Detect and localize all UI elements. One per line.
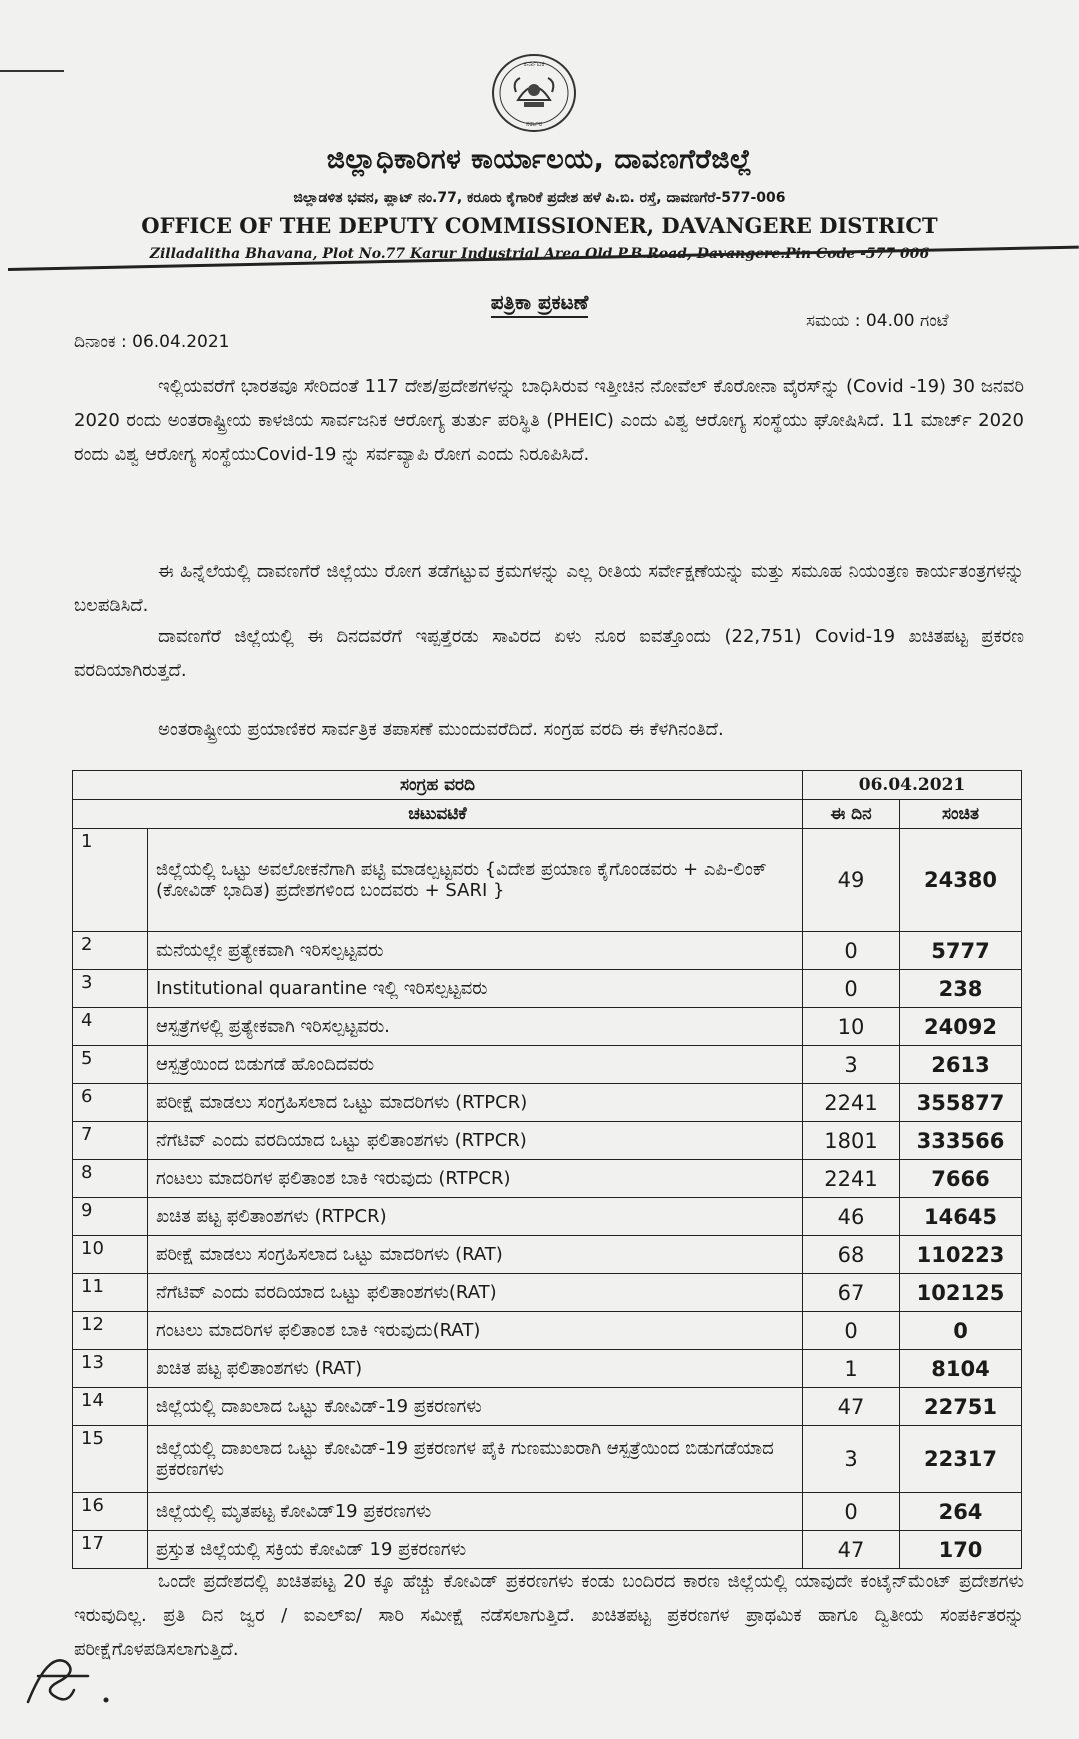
table-row [73,1198,1022,1236]
row-description: ಪರೀಕ್ಷೆ ಮಾಡಲು ಸಂಗ್ರಹಿಸಲಾದ ಒಟ್ಟು ಮಾದರಿಗಳು (RAT) [148,1236,803,1274]
row-cumulative: 102125 [900,1274,1022,1312]
table-date: 06.04.2021 [803,771,1022,800]
row-today: 0 [803,932,900,970]
table-row [73,1236,1022,1274]
row-number: 13 [73,1350,148,1388]
time-line: ಸಮಯ : 04.00 ಗಂಟೆ [806,311,949,331]
row-cumulative: 170 [900,1531,1022,1569]
svg-text:ಕರ್ನಾಟಕ: ಕರ್ನಾಟಕ [523,60,545,68]
paragraph-intro: ಇಲ್ಲಿಯವರೆಗೆ ಭಾರತವೂ ಸೇರಿದಂತೆ 117 ದೇಶ/ಪ್ರದೇಶಗಳನ್ನು ಬಾಧಿಸಿರುವ ಇತ್ತೀಚಿನ ನೋವೆಲ್ ಕೊರೋನಾ ವೈರಸ್‌ನ್ನು (Covid -19) 30 ಜನವರಿ 2020 ರಂದು ಅಂತರಾಷ್ಟ್ರೀಯ ಕಾಳಜಿಯ ಸಾರ್ವಜನಿಕ ಆರೋಗ್ಯ ತುರ್ತು ಪರಿಸ್ಥಿತಿ (PHEIC) ಎಂದು ವಿಶ್ವ ಆರೋಗ್ಯ ಸಂಸ್ಥೆಯು ಘೋಷಿಸಿದೆ. 11 ಮಾರ್ಚ್ 2020 ರಂದು ವಿಶ್ವ ಆರೋಗ್ಯ ಸಂಸ್ಥೆಯುCovid-19 ನ್ನು ಸರ್ವವ್ಯಾಪಿ ರೋಗ ಎಂದು ನಿರೂಪಿಸಿದೆ. [74,376,1024,465]
press-release-title: ಪತ್ರಿಕಾ ಪ್ರಕಟಣೆ [0,290,1079,314]
paragraph-cases: ದಾವಣಗೆರೆ ಜಿಲ್ಲೆಯಲ್ಲಿ ಈ ದಿನದವರೆಗೆ ಇಪ್ಪತ್ತೆರಡು ಸಾವಿರದ ಏಳು ನೂರ ಐವತ್ತೊಂದು (22,751) Covid-19 ಖಚಿತಪಟ್ಟ ಪ್ರಕರಣ ವರದಿಯಾಗಿರುತ್ತದೆ. [74,626,1024,681]
row-description: ಜಿಲ್ಲೆಯಲ್ಲಿ ದಾಖಲಾದ ಒಟ್ಟು ಕೋವಿಡ್-19 ಪ್ರಕರಣಗಳ ಪೈಕಿ ಗುಣಮುಖರಾಗಿ ಆಸ್ಪತ್ರೆಯಿಂದ ಬಿಡುಗಡೆಯಾದ ಪ್ರಕರಣಗಳು [148,1426,803,1493]
row-description: ಆಸ್ಪತ್ರೆಗಳಲ್ಲಿ ಪ್ರತ್ಯೇಕವಾಗಿ ಇರಿಸಲ್ಪಟ್ಟವರು. [148,1008,803,1046]
row-description: ಜಿಲ್ಲೆಯಲ್ಲಿ ಮೃತಪಟ್ಟ ಕೋವಿಡ್19 ಪ್ರಕರಣಗಳು [148,1493,803,1531]
row-cumulative: 24380 [900,829,1022,932]
row-cumulative: 7666 [900,1160,1022,1198]
paragraph-screening: ಅಂತರಾಷ್ಟ್ರೀಯ ಪ್ರಯಾಣಿಕರ ಸಾರ್ವತ್ರಿಕ ತಪಾಸಣೆ ಮುಂದುವರೆದಿದೆ. ಸಂಗ್ರಹ ವರದಿ ಈ ಕೆಳಗಿನಂತಿದೆ. [158,719,724,740]
row-today: 46 [803,1198,900,1236]
row-description: Institutional quarantine ಇಲ್ಲಿ ಇರಿಸಲ್ಪಟ್ಟವರು [148,970,803,1008]
row-number: 3 [73,970,148,1008]
row-number: 12 [73,1312,148,1350]
table-row [73,970,1022,1008]
paragraph-containment: ಒಂದೇ ಪ್ರದೇಶದಲ್ಲಿ ಖಚಿತಪಟ್ಟ 20 ಕ್ಕೂ ಹೆಚ್ಚು ಕೋವಿಡ್ ಪ್ರಕರಣಗಳು ಕಂಡು ಬಂದಿರದ ಕಾರಣ ಜಿಲ್ಲೆಯಲ್ಲಿ ಯಾವುದೇ ಕಂಟೈನ್‌ಮೆಂಟ್ ಪ್ರದೇಶಗಳು ಇರುವುದಿಲ್ಲ. ಪ್ರತಿ ದಿನ ಜ್ವರ / ಐಎಲ್‌ಐ/ ಸಾರಿ ಸಮೀಕ್ಷೆ ನಡೆಸಲಾಗುತ್ತಿದೆ. ಖಚಿತಪಟ್ಟ ಪ್ರಕರಣಗಳ ಪ್ರಾಥಮಿಕ ಹಾಗೂ ದ್ವಿತೀಯ ಸಂಪರ್ಕಿತರನ್ನು ಪರೀಕ್ಷೆಗೊಳಪಡಿಸಲಾಗುತ್ತಿದೆ. [74,1571,1024,1660]
row-today: 68 [803,1236,900,1274]
row-cumulative: 24092 [900,1008,1022,1046]
row-description: ನೆಗೆಟಿವ್ ಎಂದು ವರದಿಯಾದ ಒಟ್ಟು ಫಲಿತಾಂಶಗಳು(RAT) [148,1274,803,1312]
row-description: ಖಚಿತ ಪಟ್ಟ ಫಲಿತಾಂಶಗಳು (RTPCR) [148,1198,803,1236]
row-today: 2241 [803,1084,900,1122]
summary-report-table [72,770,1022,1569]
row-description: ಆಸ್ಪತ್ರೆಯಿಂದ ಬಿಡುಗಡೆ ಹೊಂದಿದವರು [148,1046,803,1084]
office-title-kannada: ಜಿಲ್ಲಾಧಿಕಾರಿಗಳ ಕಾರ್ಯಾಲಯ, ದಾವಣಗೆರೆಜಿಲ್ಲೆ [326,144,753,175]
row-cumulative: 238 [900,970,1022,1008]
table-header-row [73,800,1022,829]
table-row [73,1122,1022,1160]
table-title-row [73,771,1022,800]
col-cumulative-header: ಸಂಚಿತ [900,800,1022,829]
row-number: 14 [73,1388,148,1426]
row-cumulative: 333566 [900,1122,1022,1160]
row-today: 3 [803,1426,900,1493]
row-cumulative: 110223 [900,1236,1022,1274]
row-number: 7 [73,1122,148,1160]
table-row [73,1388,1022,1426]
row-number: 5 [73,1046,148,1084]
row-today: 0 [803,1493,900,1531]
table-row [73,1084,1022,1122]
row-today: 1 [803,1350,900,1388]
row-today: 47 [803,1388,900,1426]
row-today: 1801 [803,1122,900,1160]
date-line: ದಿನಾಂಕ : 06.04.2021 [74,332,230,352]
office-address-kannada: ಜಿಲ್ಲಾಡಳಿತ ಭವನ, ಪ್ಲಾಟ್ ನಂ.77, ಕರೂರು ಕೈಗಾರಿಕೆ ಪ್ರದೇಶ ಹಳೆ ಪಿ.ಬಿ. ರಸ್ತೆ, ದಾವಣಗೆರೆ-577-006 [293,190,786,206]
col-today-header: ಈ ದಿನ [803,800,900,829]
row-number: 10 [73,1236,148,1274]
row-description: ಖಚಿತ ಪಟ್ಟ ಫಲಿತಾಂಶಗಳು (RAT) [148,1350,803,1388]
row-number: 1 [73,829,148,932]
paragraph-measures: ಈ ಹಿನ್ನೆಲೆಯಲ್ಲಿ ದಾವಣಗೆರೆ ಜಿಲ್ಲೆಯು ರೋಗ ತಡೆಗಟ್ಟುವ ಕ್ರಮಗಳನ್ನು ಎಲ್ಲ ರೀತಿಯ ಸರ್ವೇಕ್ಷಣೆಯನ್ನು ಮತ್ತು ಸಮೂಹ ನಿಯಂತ್ರಣ ಕಾರ್ಯತಂತ್ರಗಳನ್ನು ಬಲಪಡಿಸಿದೆ. [74,561,1024,616]
table-row [73,1160,1022,1198]
row-number: 17 [73,1531,148,1569]
row-number: 9 [73,1198,148,1236]
table-row [73,1350,1022,1388]
table-row [73,1531,1022,1569]
row-description: ಗಂಟಲು ಮಾದರಿಗಳ ಫಲಿತಾಂಶ ಬಾಕಿ ಇರುವುದು (RTPCR) [148,1160,803,1198]
col-activity-header: ಚಟುವಟಿಕೆ [73,800,803,829]
table-title: ಸಂಗ್ರಹ ವರದಿ [73,771,803,800]
row-cumulative: 264 [900,1493,1022,1531]
row-cumulative: 8104 [900,1350,1022,1388]
table-row [73,1426,1022,1493]
row-cumulative: 5777 [900,932,1022,970]
table-row [73,1312,1022,1350]
row-cumulative: 0 [900,1312,1022,1350]
row-number: 6 [73,1084,148,1122]
row-description: ಗಂಟಲು ಮಾದರಿಗಳ ಫಲಿತಾಂಶ ಬಾಕಿ ಇರುವುದು(RAT) [148,1312,803,1350]
margin-mark [0,70,64,72]
table-row [73,1493,1022,1531]
row-today: 3 [803,1046,900,1084]
row-today: 10 [803,1008,900,1046]
row-description: ಮನೆಯಲ್ಲೇ ಪ್ರತ್ಯೇಕವಾಗಿ ಇರಿಸಲ್ಪಟ್ಟವರು [148,932,803,970]
row-cumulative: 2613 [900,1046,1022,1084]
row-number: 4 [73,1008,148,1046]
row-number: 16 [73,1493,148,1531]
table-row [73,932,1022,970]
office-address-english: Zilladalitha Bhavana, Plot No.77 Karur Industrial Area Old P.B.Road, Davangere.Pin Code -577 006 [149,246,930,262]
table-row [73,1274,1022,1312]
table-row [73,1008,1022,1046]
row-cumulative: 14645 [900,1198,1022,1236]
row-cumulative: 22317 [900,1426,1022,1493]
office-title-english: OFFICE OF THE DEPUTY COMMISSIONER, DAVANGERE DISTRICT [141,213,938,238]
row-description: ಜಿಲ್ಲೆಯಲ್ಲಿ ಒಟ್ಟು ಅವಲೋಕನೆಗಾಗಿ ಪಟ್ಟಿ ಮಾಡಲ್ಪಟ್ಟವರು {ವಿದೇಶ ಪ್ರಯಾಣ ಕೈಗೊಂಡವರು + ಎಪಿ-ಲಿಂಕ್ (ಕೋವಿಡ್ ಭಾದಿತ) ಪ್ರದೇಶಗಳಿಂದ ಬಂದವರು + SARI } [148,829,803,932]
row-today: 47 [803,1531,900,1569]
state-emblem-icon [490,52,578,134]
row-description: ಜಿಲ್ಲೆಯಲ್ಲಿ ದಾಖಲಾದ ಒಟ್ಟು ಕೋವಿಡ್-19 ಪ್ರಕರಣಗಳು [148,1388,803,1426]
row-description: ಪ್ರಸ್ತುತ ಜಿಲ್ಲೆಯಲ್ಲಿ ಸಕ್ರಿಯ ಕೋವಿಡ್ 19 ಪ್ರಕರಣಗಳು [148,1531,803,1569]
row-today: 0 [803,970,900,1008]
table-row [73,829,1022,932]
row-description: ನೆಗೆಟಿವ್ ಎಂದು ವರದಿಯಾದ ಒಟ್ಟು ಫಲಿತಾಂಶಗಳು (RTPCR) [148,1122,803,1160]
table-row [73,1046,1022,1084]
row-today: 49 [803,829,900,932]
row-cumulative: 22751 [900,1388,1022,1426]
row-today: 0 [803,1312,900,1350]
row-cumulative: 355877 [900,1084,1022,1122]
row-today: 67 [803,1274,900,1312]
row-today: 2241 [803,1160,900,1198]
svg-text:ಸರ್ಕಾರ: ಸರ್ಕಾರ [525,120,543,128]
handwritten-signature [18,1642,118,1712]
row-number: 2 [73,932,148,970]
row-description: ಪರೀಕ್ಷೆ ಮಾಡಲು ಸಂಗ್ರಹಿಸಲಾದ ಒಟ್ಟು ಮಾದರಿಗಳು (RTPCR) [148,1084,803,1122]
row-number: 15 [73,1426,148,1493]
row-number: 11 [73,1274,148,1312]
row-number: 8 [73,1160,148,1198]
